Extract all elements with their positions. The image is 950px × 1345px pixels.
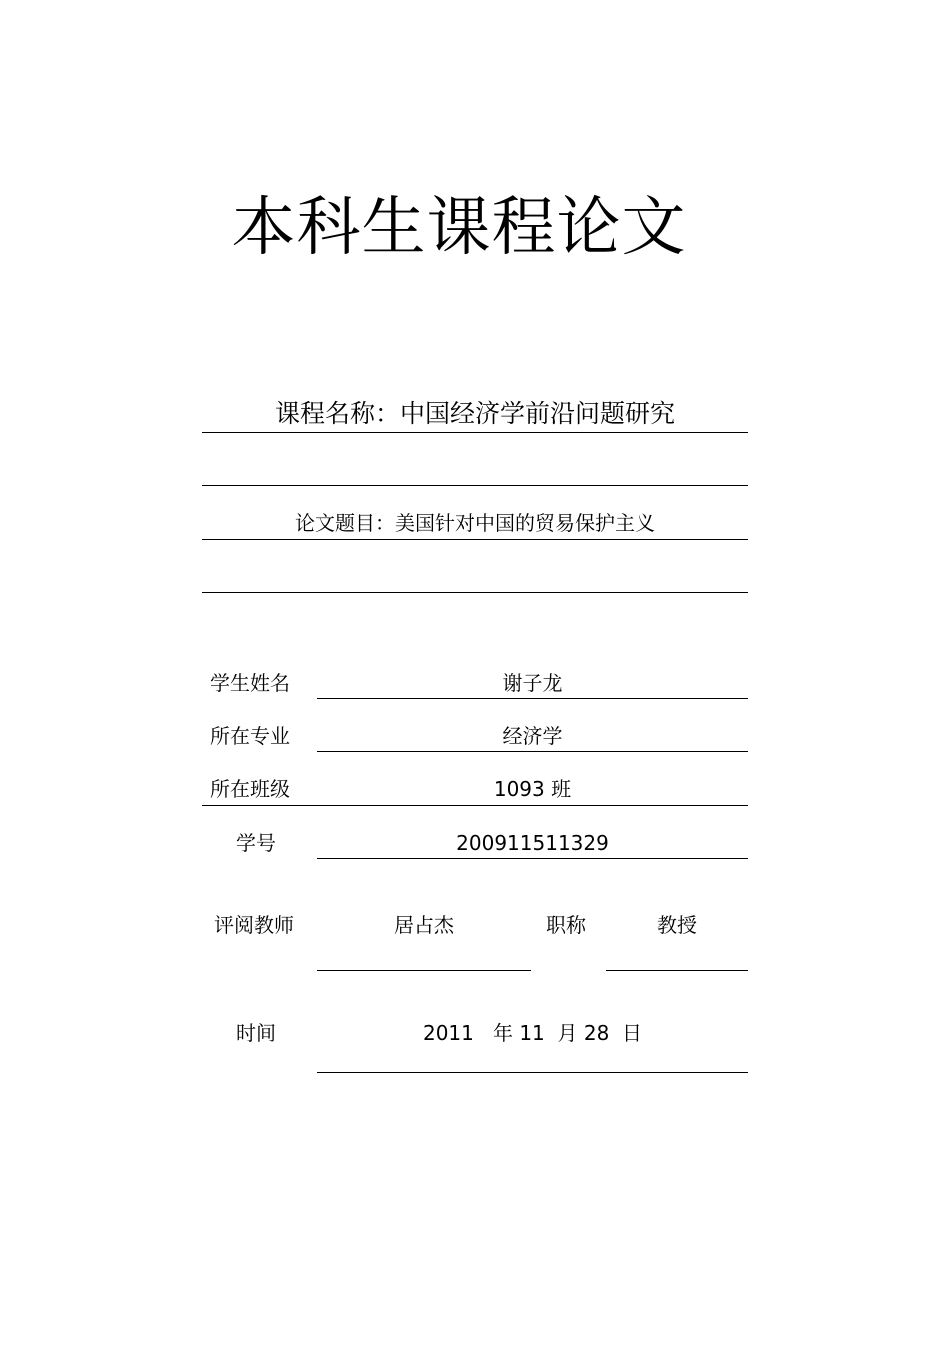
- reviewer-label: 评阅教师: [214, 913, 294, 937]
- course-name-extra-line: [202, 485, 748, 486]
- date-year: 2011: [422, 1021, 474, 1045]
- course-name-value: 中国经济学前沿问题研究: [400, 399, 676, 428]
- date-day: 28: [583, 1021, 610, 1045]
- date-value: [317, 1018, 748, 1048]
- course-name-label: 课程名称：: [274, 399, 400, 428]
- document-title: 本科生课程论文: [231, 191, 687, 265]
- student-name-label: 学生姓名: [210, 671, 290, 695]
- date-month: 11: [519, 1021, 545, 1045]
- topic-label: 论文题目：: [295, 511, 395, 535]
- major-label: 所在专业: [210, 724, 290, 748]
- date-year-unit: 年: [492, 1021, 513, 1045]
- topic-value: 美国针对中国的贸易保护主义: [395, 511, 655, 535]
- student-id-value: 200911511329: [456, 831, 609, 855]
- student-id-label: 学号: [236, 831, 276, 855]
- topic-extra-line: [202, 592, 748, 593]
- reviewer-value: 居占杰: [394, 913, 454, 937]
- major-underline: [317, 751, 748, 752]
- class-label: 所在班级: [210, 777, 290, 801]
- professional-title-underline: [606, 970, 748, 971]
- student-name-value: 谢子龙: [502, 671, 563, 695]
- date-label: 时间: [236, 1021, 276, 1045]
- topic-row: [202, 508, 748, 538]
- course-name-underline: [202, 432, 748, 433]
- class-underline: [202, 805, 748, 806]
- student-name-underline: [317, 698, 748, 699]
- date-day-unit: 日: [622, 1021, 643, 1045]
- course-name-row: [202, 396, 748, 432]
- professional-title-value: 教授: [657, 913, 697, 937]
- date-month-unit: 月: [557, 1021, 578, 1045]
- major-value: 经济学: [502, 724, 563, 748]
- date-underline: [317, 1072, 748, 1073]
- professional-title-label: 职称: [546, 913, 586, 937]
- reviewer-underline: [317, 970, 531, 971]
- student-id-underline: [317, 858, 748, 859]
- class-value: 1093 班: [493, 777, 572, 801]
- topic-underline: [202, 539, 748, 540]
